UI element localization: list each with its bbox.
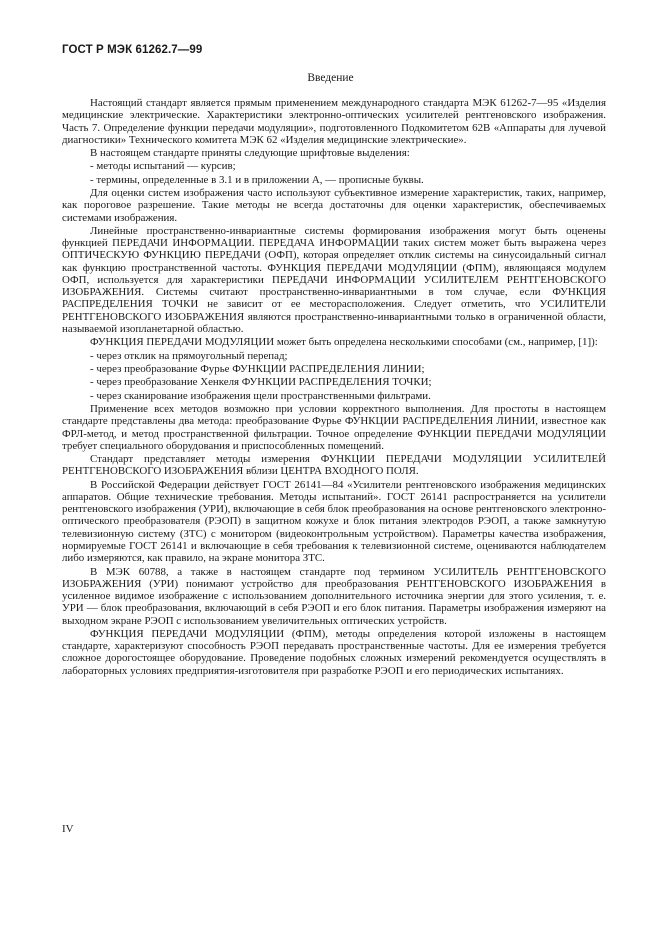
list-item-hankel: - через преобразование Хенкеля ФУНКЦИИ РАСПРЕДЕЛЕНИЯ ТОЧКИ; [90,376,432,389]
paragraph-mtf-methods: ФУНКЦИЯ ПЕРЕДАЧИ МОДУЛЯЦИИ может быть определена несколькими способами (см., например, [1]): [90,336,598,349]
paragraph-font-conventions: В настоящем стандарте приняты следующие шрифтовые выделения: [90,147,410,160]
list-item-caps: - термины, определенные в 3.1 и в приложении А, — прописные буквы. [90,173,424,186]
paragraph-intro: Настоящий стандарт является прямым применением международного стандарта МЭК 61262-7—95 «Изделия медицинские электрические. Характеристики электронно-оптических усилителей рентгеновского изображения. Часть 7. Определение функции передачи модуляции», подготовленного Подкомитетом 62В «Аппараты для лучевой диагностики» Технического комитета МЭК 62 «Изделия медицинские электрические». [62,97,606,146]
paragraph-standard-methods: Стандарт представляет методы измерения ФУНКЦИИ ПЕРЕДАЧИ МОДУЛЯЦИИ УСИЛИТЕЛЕЙ РЕНТГЕНОВСКОГО ИЗОБРАЖЕНИЯ вблизи ЦЕНТРА ВХОДНОГО ПОЛЯ. [62,453,606,478]
paragraph-russia: В Российской Федерации действует ГОСТ 26141—84 «Усилители рентгеновского изображения медицинских аппаратов. Общие технические требования. Методы испытаний». ГОСТ 26141 распространяется на усилители рентгеновского изображения (УРИ), включающие в себя блок преобразования на основе рентгеновского электронно-оптического преобразователя (РЭОП) в защитном кожухе и блок питания электродов РЭОП, а также замкнутую телевизионную систему (ЗТС) с монитором (видеоконтрольным устройством). Параметры качества изображения, нормируемые ГОСТ 26141 и включающие в себя требования к телевизионной системе, оцениваются наблюдателем либо измеряются, как правило, на экране монитора ЗТС. [62,478,606,565]
section-title: Введение [307,72,354,84]
paragraph-linear-systems: Линейные пространственно-инвариантные системы формирования изображения могут быть оценены функцией ПЕРЕДАЧИ ИНФОРМАЦИИ. ПЕРЕДАЧА ИНФОРМАЦИИ таких систем может быть выражена через ОПТИЧЕСКУЮ ФУНКЦИЮ ПЕРЕДАЧИ (ОФП), которая определяет отклик системы на синусоидальный сигнал как функцию пространственной частоты. ФУНКЦИЯ ПЕРЕДАЧИ МОДУЛЯЦИИ (ФПМ), являющаяся модулем ОФП, используется для характеристики ПЕРЕДАЧИ ИНФОРМАЦИИ УСИЛИТЕЛЕМ РЕНТГЕНОВСКОГО ИЗОБРАЖЕНИЯ. Системы считают пространственно-инвариантными в том случае, если ФУНКЦИЯ РАСПРЕДЕЛЕНИЯ ТОЧКИ не зависит от ее месторасположения. Следует отметить, что УСИЛИТЕЛИ РЕНТГЕНОВСКОГО ИЗОБРАЖЕНИЯ являются пространственно-инвариантными только в ограниченной области, называемой изопланетарной областью. [62,224,606,335]
list-item-italic: - методы испытаний — курсив; [90,160,236,173]
list-item-scanning: - через сканирование изображения щели пространственными фильтрами. [90,389,431,402]
body-text [62,97,606,677]
paragraph-iec60788: В МЭК 60788, а также в настоящем стандарте под термином УСИЛИТЕЛЬ РЕНТГЕНОВСКОГО ИЗОБРАЖЕНИЯ (УРИ) понимают устройство для преобразования РЕНТГЕНОВСКОГО ИЗОБРАЖЕНИЯ в усиленное видимое изображение с использованием дополнительного источника энергии для этого усиления, т. е. УРИ — блок преобразования, включающий в себя РЭОП и его блок питания. Параметры изображения измеряют на выходном экране РЭОП с использованием увеличительных оптических устройств. [62,565,606,627]
paragraph-mtf-summary: ФУНКЦИЯ ПЕРЕДАЧИ МОДУЛЯЦИИ (ФПМ), методы определения которой изложены в настоящем стандарте, характеризуют способность РЭОП передавать пространственные частоты. Для ее измерения требуется сложное дорогостоящее оборудование. Проведение подобных сложных измерений рекомендуется осуществлять в лабораторных условиях предприятия-изготовителя при разработке РЭОП и его периодических испытаниях. [62,627,606,677]
list-item-edge: - через отклик на прямоугольный перепад; [90,349,288,362]
list-item-fourier: - через преобразование Фурье ФУНКЦИИ РАСПРЕДЕЛЕНИЯ ЛИНИИ; [90,363,425,375]
paragraph-subjective: Для оценки систем изображения часто используют субъективное измерение характеристик, таких, например, как пороговое разрешение. Такие методы не всегда достаточны для оценки характеристик, обеспечиваемых системами изображения. [62,187,606,224]
standard-header: ГОСТ Р МЭК 61262.7—99 [62,44,203,56]
page-number: IV [62,823,74,835]
paragraph-application: Применение всех методов возможно при условии корректного выполнения. Для простоты в настоящем стандарте представлены два метода: преобразование Фурье ФУНКЦИИ РАСПРЕДЕЛЕНИЯ ЛИНИИ, известное как ФРЛ-метод, и метод пространственной фильтрации. Точное определение ФУНКЦИИ ПЕРЕДАЧИ МОДУЛЯЦИИ требует специального оборудования и приспособленных помещений. [62,403,606,452]
